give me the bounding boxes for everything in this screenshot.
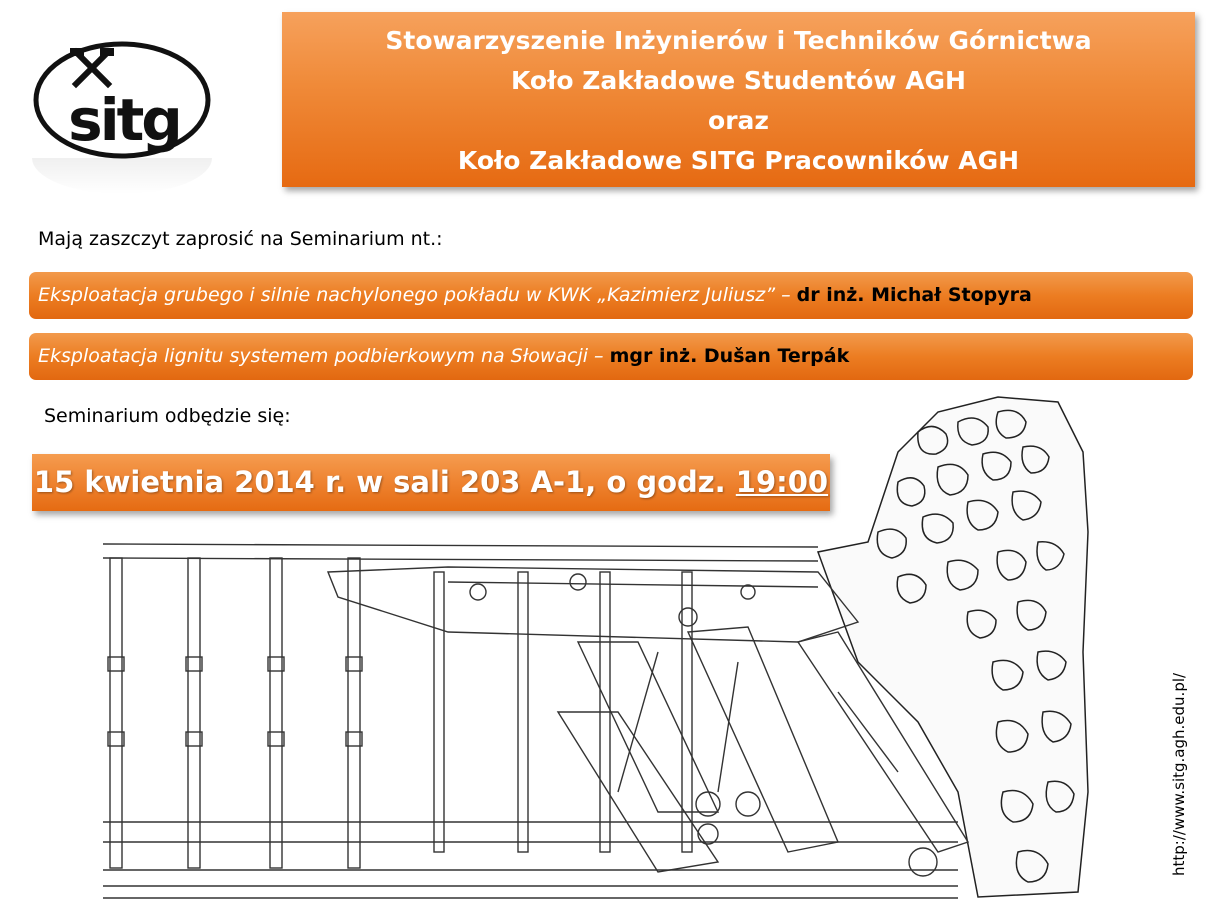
topic-2-speaker: mgr inż. Dušan Terpák	[609, 345, 850, 367]
website-url[interactable]: http://www.sitg.agh.edu.pl/	[1170, 672, 1188, 876]
header-line-1: Stowarzyszenie Inżynierów i Techników Górnictwa	[385, 26, 1092, 55]
header-banner	[282, 12, 1195, 187]
floor-conveyor	[103, 822, 958, 898]
date-text: 15 kwietnia 2014 r. w sali 203 A-1, o godz.	[33, 465, 726, 499]
sitg-logo	[32, 40, 212, 160]
date-time: 19:00	[735, 465, 829, 499]
date-banner	[32, 454, 830, 511]
invite-text: Mają zaszczyt zaprosić na Seminarium nt.:	[38, 228, 443, 250]
logo-reflection	[32, 158, 212, 194]
header-line-2: Koło Zakładowe Studentów AGH	[511, 66, 966, 95]
header-line-3: oraz	[708, 106, 769, 135]
topic-1	[29, 272, 1193, 319]
header-line-4: Koło Zakładowe SITG Pracowników AGH	[457, 146, 1020, 175]
topic-1-title: Eksploatacja grubego i silnie nachylonego pokładu w KWK „Kazimierz Juliusz” –	[38, 284, 791, 306]
will-take-place-text: Seminarium odbędzie się:	[44, 405, 291, 427]
topic-1-speaker: dr inż. Michał Stopyra	[796, 284, 1032, 306]
logo-text: sitg	[68, 86, 180, 154]
topic-2	[29, 333, 1193, 380]
topic-2-title: Eksploatacja lignitu systemem podbierkowym na Słowacji –	[38, 345, 604, 367]
